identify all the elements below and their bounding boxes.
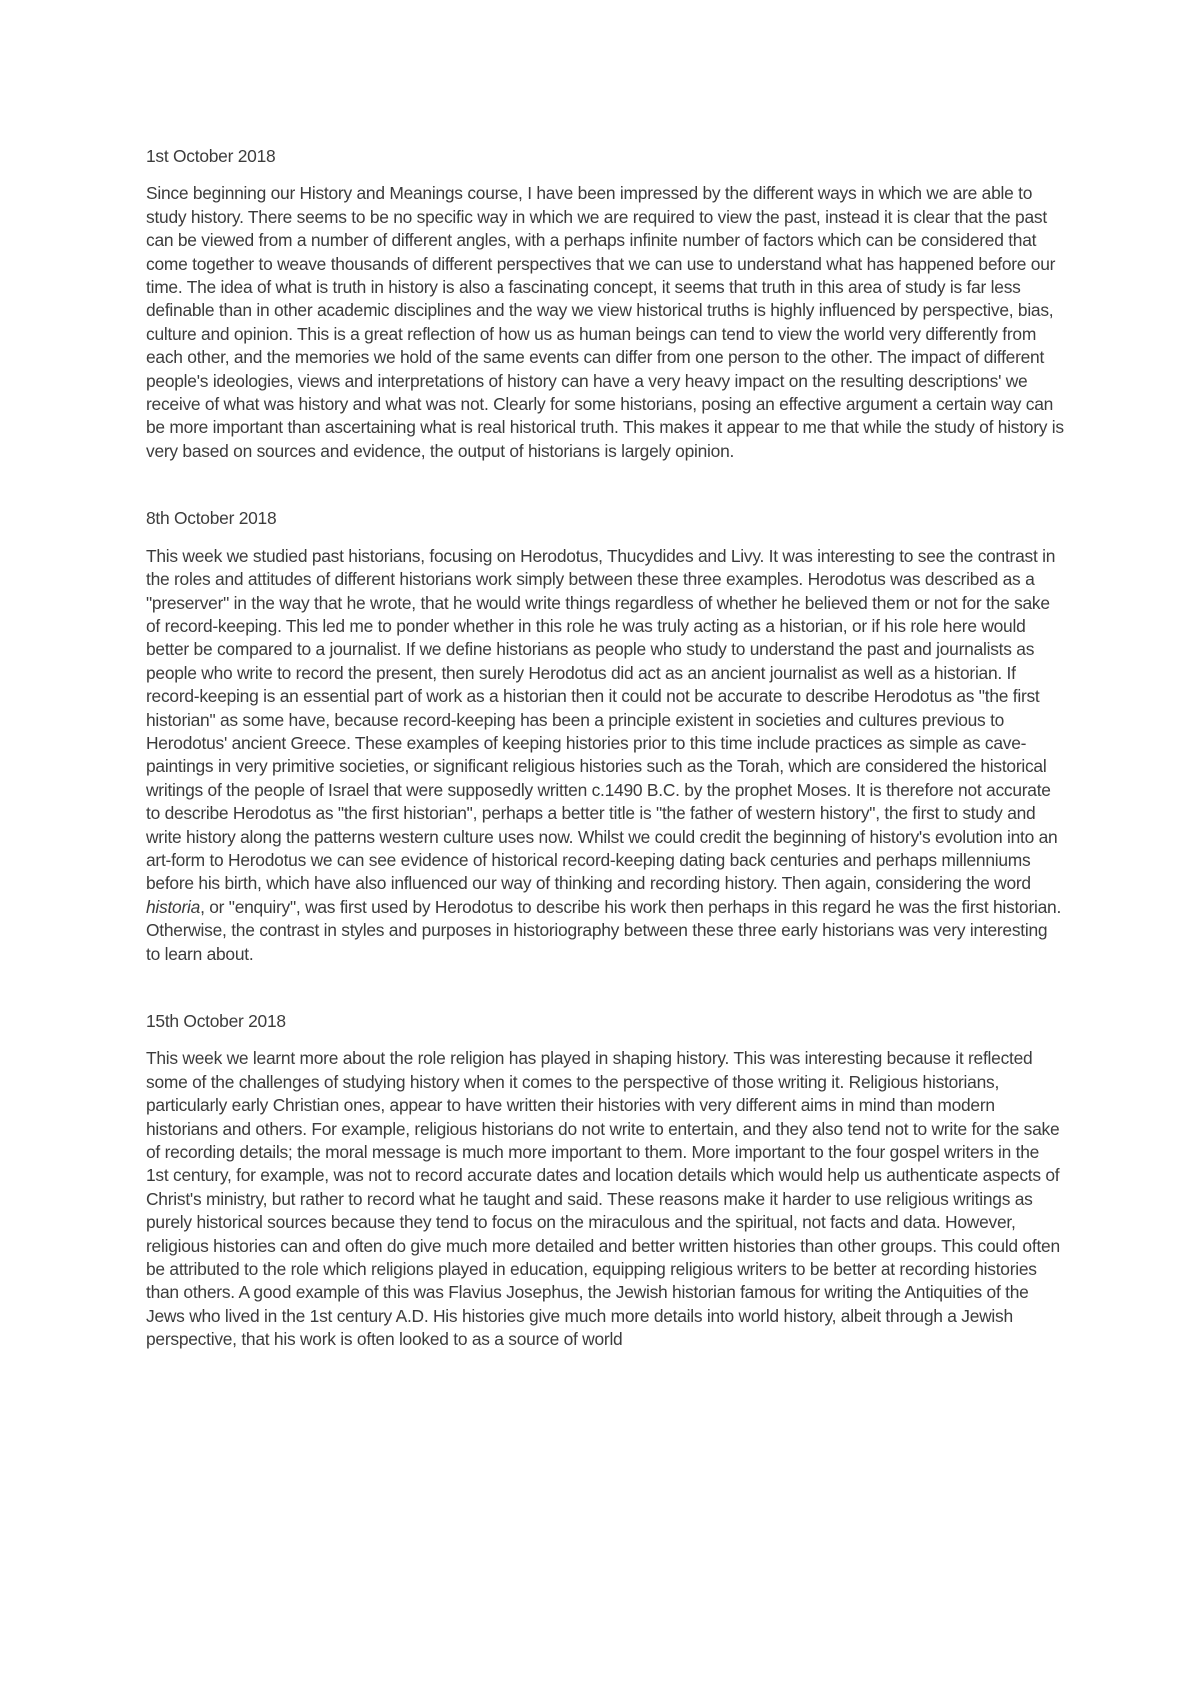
entry-date: 1st October 2018	[146, 146, 276, 166]
entry-date: 15th October 2018	[146, 1011, 286, 1031]
journal-entry-2	[146, 507, 1064, 966]
document-page	[146, 145, 1064, 1396]
entry-body-part: This week we studied past historians, focusing on Herodotus, Thucydides and Livy. It was interesting to see the contrast in the roles and attitudes of different historians work simply between these three examples. Herodotus was described as a "preserver" in the way that he wrote, that he would write things regardless of whether he believed them or not for the sake of record-keeping. This led me to ponder whether in this role he was truly acting as a historian, or if his role here would better be compared to a journalist. If we define historians as people who study to understand the past and journalists as people who write to record the present, then surely Herodotus did act as an ancient journalist as well as a historian. If record-keeping is an essential part of work as a historian then it could not be accurate to describe Herodotus as "the first historian" as some have, because record-keeping has been a principle existent in societies and cultures previous to Herodotus' ancient Greece. These examples of keeping histories prior to this time include practices as simple as cave-paintings in very primitive societies, or significant religious histories such as the Torah, which are considered the historical writings of the people of Israel that were supposedly written c.1490 B.C. by the prophet Moses. It is therefore not accurate to describe Herodotus as "the first historian", perhaps a better title is "the father of western history", the first to study and write history along the patterns western culture uses now. Whilst we could credit the beginning of history's evolution into an art-form to Herodotus we can see evidence of historical record-keeping dating back centuries and perhaps millenniums before his birth, which have also influenced our way of thinking and recording history. Then again, considering the word	[146, 545, 1058, 894]
entry-date: 8th October 2018	[146, 508, 277, 529]
italic-term: historia	[146, 896, 201, 917]
journal-entry-1	[146, 145, 1064, 463]
entry-body: This week we learnt more about the role religion has played in shaping history. This was interesting because it reflected some of the challenges of studying history when it comes to the perspective of those writing it. Religious historians, particularly early Christian ones, appear to have written their histories with very different aims in mind than modern historians and others. For example, religious historians do not write to entertain, and they also tend not to write for the sake of recording details; the moral message is much more important to them. More important to the four gospel writers in the 1st century, for example, was not to record accurate dates and location details which would help us authenticate aspects of Christ's ministry, but rather to record what he taught and said. These reasons make it harder to use religious writings as purely historical sources because they tend to focus on the miraculous and the spiritual, not facts and data. However, religious histories can and often do give much more detailed and better written histories than other groups. This could often be attributed to the role which religions played in education, equipping religious writers to be better at recording histories than others. A good example of this was Flavius Josephus, the Jewish historian famous for writing the Antiquities of the Jews who lived in the 1st century A.D. His histories give much more details into world history, albeit through a Jewish perspective, that his work is often looked to as a source of world	[146, 1048, 1060, 1350]
entry-body	[146, 545, 1064, 966]
entry-body-part: , or "enquiry", was first used by Herodotus to describe his work then perhaps in this regard he was the first historian. Otherwise, the contrast in styles and purposes in historiography between these three early historians was very interesting to learn about.	[146, 896, 1062, 964]
entry-body: Since beginning our History and Meanings course, I have been impressed by the different ways in which we are able to study history. There seems to be no specific way in which we are required to view the past, instead it is clear that the past can be viewed from a number of different angles, with a perhaps infinite number of factors which can be considered that come together to weave thousands of different perspectives that we can use to understand what has happened before our time. The idea of what is truth in history is also a fascinating concept, it seems that truth in this area of study is far less definable than in other academic disciplines and the way we view historical truths is highly influenced by perspective, bias, culture and opinion. This is a great reflection of how us as human beings can tend to view the world very differently from each other, and the memories we hold of the same events can differ from one person to the other. The impact of different people's ideologies, views and interpretations of history can have a very heavy impact on the resulting descriptions' we receive of what was history and what was not. Clearly for some historians, posing an effective argument a certain way can be more important than ascertaining what is real historical truth. This makes it appear to me that while the study of history is very based on sources and evidence, the output of historians is largely opinion.	[146, 183, 1064, 461]
journal-entry-3	[146, 1010, 1064, 1352]
